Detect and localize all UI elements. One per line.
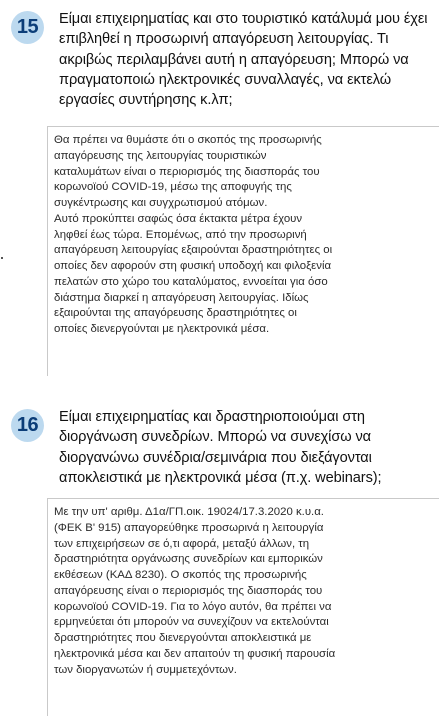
question-number-badge: 16 [11, 409, 44, 442]
question-text: Είμαι επιχειρηματίας και δραστηριοποιούμαι στη διοργάνωση συνεδρίων. Μπορώ να συνεχίσω να διοργανώνω συνέδρια/σεμινάρια που διεξάγονται αποκλειστικά με ηλεκτρονικά μέσα (π.χ. webinars); [59, 409, 382, 486]
question-text: Είμαι επιχειρηματίας και στο τουριστικό κατάλυμά μου έχει επιβληθεί η προσωρινή απαγόρευση λειτουργίας. Τι ακριβώς περιλαμβάνει αυτή η απαγόρευση; Μπορώ να πραγματοποιώ ηλεκτρονικές συναλλαγές, να εκτελώ εργασίες συντήρησης κ.λπ; [59, 11, 428, 109]
margin-mark [1, 257, 3, 259]
answer-paragraph: Θα πρέπει να θυμάστε ότι ο σκοπός της προσωρινής απαγόρευσης της λειτουργίας τουριστικών καταλυμάτων είναι ο περιορισμός της διασποράς του κορωνοϊού COVID-19, μέσω της αποφυγής της συγκέντρωσης και συγχρωτισμού ατόμων. [54, 134, 322, 209]
answer-paragraph: Με την υπ' αριθμ. Δ1α/ΓΠ.οικ. 19024/17.3.2020 κ.υ.α. (ΦΕΚ Β' 915) απαγορεύθηκε προσωρινά η λειτουργία των επιχειρήσεων σε ό,τι αφορά, μεταξύ άλλων, τη δραστηριότητα οργάνωσης συνεδρίων και εμπορικών εκθέσεων (ΚΑΔ 8230). Ο σκοπός της προσωρινής απαγόρευσης είναι ο περιορισμός της διασποράς του κορωνοϊού COVID-19. Για το λόγο αυτόν, θα πρέπει να ερμηνεύεται ότι μπορούν να συνεχίζουν να εκτελούνται δραστηριότητες που διενεργούνται αποκλειστικά με ηλεκτρονικά μέσα και δεν απαιτούν τη φυσική παρουσία των διοργανωτών ή συμμετεχόντων. [54, 506, 336, 676]
answer-box [47, 126, 439, 376]
question-number-badge: 15 [11, 11, 44, 44]
answer-box [47, 498, 439, 716]
answer-paragraph: Αυτό προκύπτει σαφώς όσα έκτακτα μέτρα έχουν ληφθεί έως τώρα. Επομένως, από την προσωρινή απαγόρευση λειτουργίας εξαιρούνται δραστηριότητες οι οποίες δεν αφορούν στη φυσική υποδοχή και φιλοξενία πελατών στο χώρο του καταλύματος, εννοείται για όσο διάστημα διαρκεί η απαγόρευση λειτουργίας. Ιδίως εξαιρούνται της απαγόρευσης δραστηριότητες οι οποίες διενεργούνται με ηλεκτρονικά μέσα. [54, 212, 333, 335]
